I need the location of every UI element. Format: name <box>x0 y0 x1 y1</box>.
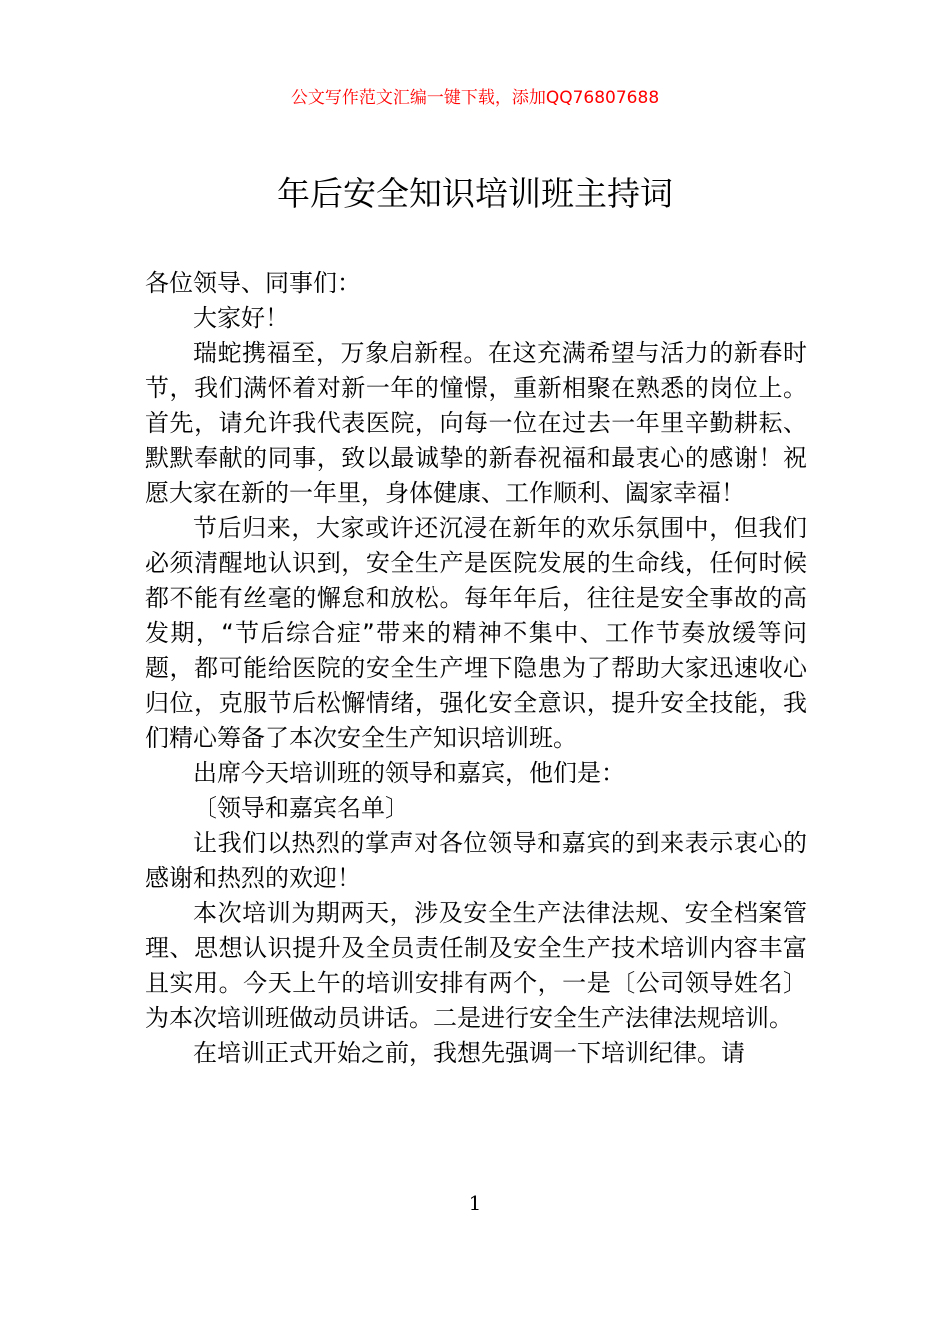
document-title: 年后安全知识培训班主持词 <box>277 174 673 213</box>
paragraph-new-year-wishes: 瑞蛇携福至，万象启新程。在这充满希望与活力的新春时节，我们满怀着对新一年的憧憬，重新相聚在熟悉的岗位上。首先，请允许我代表医院，向每一位在过去一年里辛勤耕耘、默默奉献的同事，致以最诚挚的新春祝福和最衷心的感谢！祝愿大家在新的一年里，身体健康、工作顺利、阖家幸福！ <box>145 339 807 507</box>
paragraph-greeting: 大家好！ <box>193 304 289 332</box>
paragraph-welcome: 让我们以热烈的掌声对各位领导和嘉宾的到来表示衷心的感谢和热烈的欢迎！ <box>145 829 807 892</box>
page-number: 1 <box>468 1191 482 1215</box>
paragraph-discipline: 在培训正式开始之前，我想先强调一下培训纪律。请 <box>193 1039 745 1067</box>
paragraph-training-schedule: 本次培训为期两天，涉及安全生产法律法规、安全档案管理、思想认识提升及全员责任制及安全生产技术培训内容丰富且实用。今天上午的培训安排有两个，一是〔公司领导姓名〕为本次培训班做动员讲话。二是进行安全生产法律法规培训。 <box>145 899 807 1032</box>
salutation: 各位领导、同事们： <box>145 269 361 297</box>
document-body <box>145 266 807 1071</box>
paragraph-safety-importance: 节后归来，大家或许还沉浸在新年的欢乐氛围中，但我们必须清醒地认识到，安全生产是医院发展的生命线，任何时候都不能有丝毫的懈怠和放松。每年年后，往往是安全事故的高发期，“节后综合症”带来的精神不集中、工作节奏放缓等问题，都可能给医院的安全生产埋下隐患为了帮助大家迅速收心归位，克服节后松懈情绪，强化安全意识，提升安全技能，我们精心筹备了本次安全生产知识培训班。 <box>145 514 807 752</box>
header-note: 公文写作范文汇编一键下载，添加QQ76807688 <box>290 88 660 108</box>
paragraph-guest-list-placeholder: 〔领导和嘉宾名单〕 <box>193 794 409 822</box>
paragraph-guests-intro: 出席今天培训班的领导和嘉宾，他们是： <box>193 759 625 787</box>
